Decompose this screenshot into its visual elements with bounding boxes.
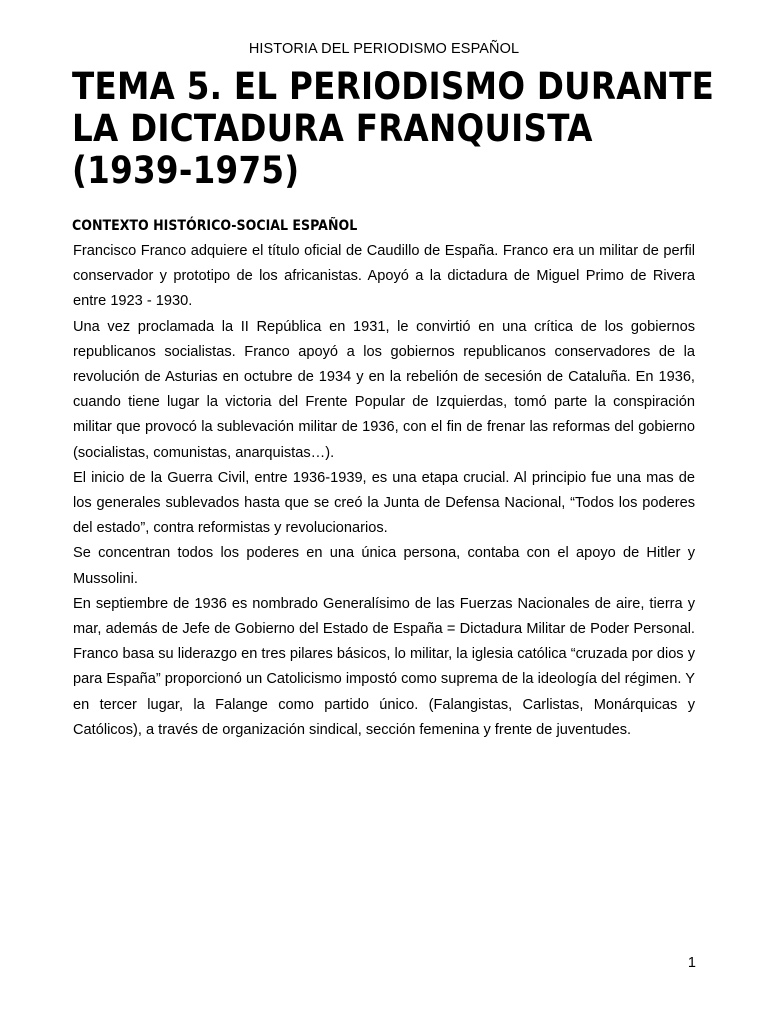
section-body — [73, 239, 695, 743]
paragraph: Una vez proclamada la II República en 1931, le convirtió en una crítica de los gobiernos republicanos socialistas. Franco apoyó a los gobiernos republicanos conservadores de la revolución de Asturias en octubre de 1934 y en la rebelión de secesión de Cataluña. En 1936, cuando tiene lugar la victoria del Frente Popular de Izquierdas, tomó parte la conspiración militar que provocó la sublevación militar de 1936, con el fin de frenar las reformas del gobierno (socialistas, comunistas, anarquistas…). — [73, 318, 695, 461]
section-heading: CONTEXTO HISTÓRICO-SOCIAL ESPAÑOL — [72, 218, 358, 234]
paragraph: El inicio de la Guerra Civil, entre 1936-1939, es una etapa crucial. Al principio fue una mas de los generales sublevados hasta que se creó la Junta de Defensa Nacional, “Todos los poderes del estado”, contra reformistas y revolucionarios. — [73, 469, 695, 537]
chapter-title — [72, 65, 715, 192]
chapter-title-line-1: TEMA 5. EL PERIODISMO DURANTE — [72, 65, 715, 108]
page-number: 1 — [687, 955, 696, 971]
paragraph: En septiembre de 1936 es nombrado Generalísimo de las Fuerzas Nacionales de aire, tierra y mar, además de Jefe de Gobierno del Estado de España = Dictadura Militar de Poder Personal. Franco basa su liderazgo en tres pilares básicos, lo militar, la iglesia católica “cruzada por dios y para España” proporcionó un Catolicismo impostó como suprema de la ideología del régimen. Y en tercer lugar, la Falange como partido único. (Falangistas, Carlistas, Monárquicas y Católicos), a través de organización sindical, sección femenina y frente de juventudes. — [73, 595, 695, 738]
paragraph: Francisco Franco adquiere el título oficial de Caudillo de España. Franco era un militar de perfil conservador y prototipo de los africanistas. Apoyó a la dictadura de Miguel Primo de Rivera entre 1923 - 1930. — [73, 243, 695, 310]
chapter-title-line-2: LA DICTADURA FRANQUISTA — [72, 107, 593, 150]
chapter-title-line-3: (1939-1975) — [72, 149, 300, 192]
running-header: HISTORIA DEL PERIODISMO ESPAÑOL — [248, 41, 520, 57]
paragraph: Se concentran todos los poderes en una única persona, contaba con el apoyo de Hitler y Mussolini. — [73, 545, 695, 587]
